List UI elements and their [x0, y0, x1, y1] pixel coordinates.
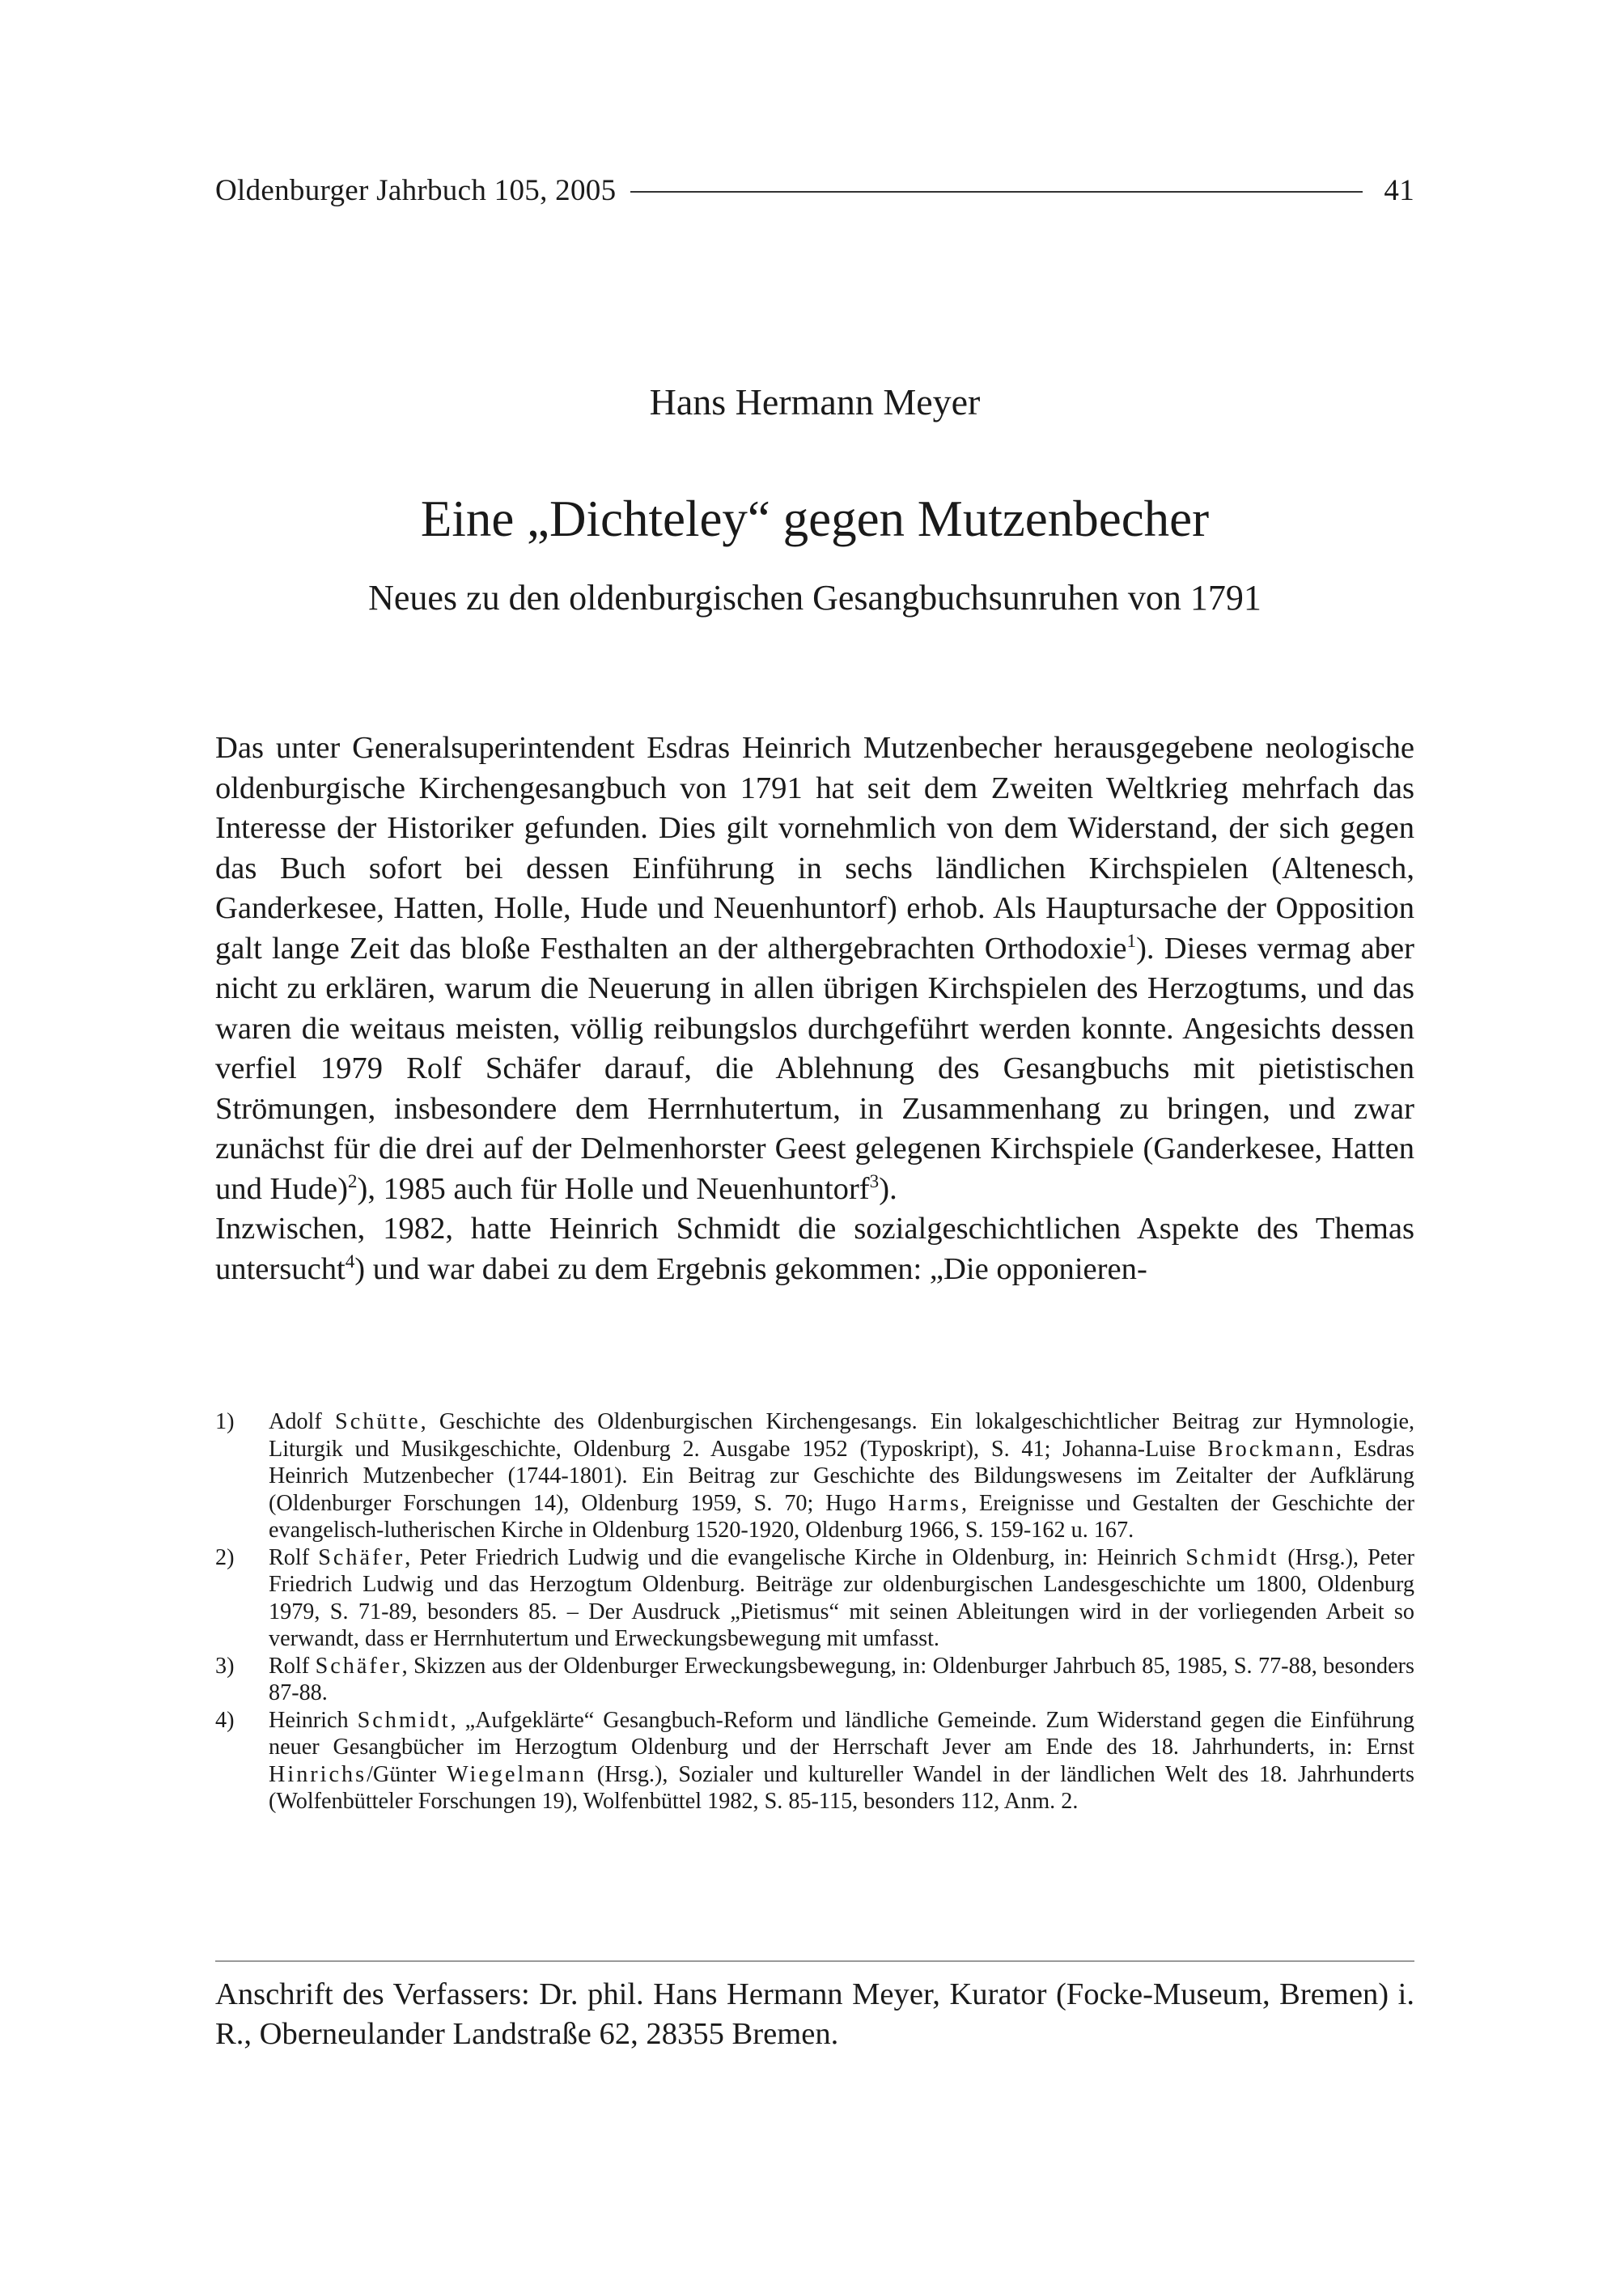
text-run: Heinrich — [269, 1707, 358, 1733]
text-run: Rolf — [269, 1653, 316, 1679]
cited-name: Brockmann — [1207, 1436, 1336, 1462]
text-run: ). Dieses vermag aber nicht zu erklären, warum die Neuerung in allen übrigen Kirchspielen des Herzogtums, und das waren die weitaus meisten, völlig reibungslos durchgeführt werden konnte. Angesichts dessen verfiel 1979 Rolf Schäfer darauf, die Ablehnung des Gesangbuchs mit pietistischen Strömungen, insbesondere dem Herrnhutertum, in Zusammenhang zu bringen, und zwar zunächst für die drei auf der Delmenhorster Geest gelegenen Kirchspiele (Ganderkesee, Hatten und Hude) — [215, 931, 1414, 1206]
body-paragraph — [215, 728, 1414, 1209]
footnote-text — [269, 1544, 1414, 1653]
text-run: , Esdras Heinrich Mutzenbecher (1744-1801). Ein Beitrag zur Geschichte des Bildungswesens im Zeitalter der Aufklärung (Oldenburger Forschungen 14), Oldenburg 1959, S. 70; Hugo — [269, 1436, 1414, 1516]
cited-name: Schäfer — [318, 1544, 405, 1570]
footnote-ref: 1 — [1126, 930, 1137, 952]
cited-name: Schmidt — [1185, 1544, 1279, 1570]
cited-name: Schäfer — [315, 1653, 402, 1679]
article-subtitle: Neues zu den oldenburgischen Gesangbuchsunruhen von 1791 — [368, 578, 1261, 618]
text-run: , Ereignisse und Gestalten der Geschichte der evangelisch-lutherischen Kirche in Oldenburg 1520-1920, Oldenburg 1966, S. 159-162 u. 167. — [269, 1490, 1414, 1543]
footnote — [215, 1707, 1414, 1815]
footnote-ref: 2 — [347, 1170, 358, 1192]
text-run: , Skizzen aus der Oldenburger Erweckungsbewegung, in: Oldenburger Jahrbuch 85, 1985, S. 77-88, besonders 87-88. — [269, 1653, 1414, 1705]
address-divider — [215, 1960, 1414, 1962]
article-title: Eine „Dichteley“ gegen Mutzenbecher — [420, 490, 1210, 547]
journal-name: Oldenburger Jahrbuch 105, 2005 — [215, 173, 617, 207]
footnote-number: 3) — [215, 1653, 235, 1679]
text-run: ), 1985 auch für Holle und Neuenhuntorf — [357, 1171, 870, 1206]
article-body — [215, 728, 1414, 1289]
text-run: Inzwischen, 1982, hatte Heinrich Schmidt die sozialgeschichtlichen Aspekte des Themas untersucht — [215, 1212, 1414, 1286]
footnote-number: 1) — [215, 1409, 235, 1434]
footnote — [215, 1544, 1414, 1653]
text-run: (Hrsg.), Sozialer und kultureller Wandel in der ländlichen Welt des 18. Jahrhunderts (Wolfenbütteler Forschungen 19), Wolfenbüttel 1982, S. 85-115, besonders 112, Anm. 2. — [269, 1761, 1414, 1814]
footnotes — [215, 1408, 1414, 1815]
text-run: /Günter — [367, 1761, 447, 1787]
footnote-text — [269, 1707, 1414, 1815]
text-run: ) und war dabei zu dem Ergebnis gekommen: „Die opponieren- — [354, 1251, 1147, 1286]
header-rule — [630, 191, 1363, 193]
cited-name: Hinrichs — [269, 1761, 367, 1787]
cited-name: Schmidt — [357, 1707, 451, 1733]
footnote-number: 4) — [215, 1707, 235, 1733]
page-number: 41 — [1384, 173, 1414, 207]
footnote-text — [269, 1653, 1414, 1707]
cited-name: Harms — [888, 1490, 962, 1516]
running-header — [215, 170, 1414, 210]
author-address: Anschrift des Verfassers: Dr. phil. Hans Hermann Meyer, Kurator (Focke-Museum, Bremen) i. R., Oberneulander Landstraße 62, 28355 Bremen. — [215, 1977, 1414, 2051]
footnote — [215, 1408, 1414, 1544]
text-run: , Geschichte des Oldenburgischen Kirchengesangs. Ein lokalgeschichtlicher Beitrag zur Hymnologie, Liturgik und Musikgeschichte, Oldenburg 2. Ausgabe 1952 (Typoskript), S. 41; Johanna-Luise — [269, 1409, 1414, 1462]
article-author: Hans Hermann Meyer — [649, 381, 981, 423]
text-run: ). — [879, 1171, 897, 1206]
footnote-ref: 3 — [869, 1170, 880, 1192]
text-run: Rolf — [269, 1544, 319, 1570]
text-run: Adolf — [269, 1409, 336, 1434]
text-run: , Peter Friedrich Ludwig und die evangelische Kirche in Oldenburg, in: Heinrich — [405, 1544, 1186, 1570]
text-run: , „Aufgeklärte“ Gesangbuch-Reform und ländliche Gemeinde. Zum Widerstand gegen die Einführung neuer Gesangbücher im Herzogtum Oldenburg und der Herrschaft Jever am Ende des 18. Jahrhunderts, in: Ernst — [269, 1707, 1414, 1760]
footnote-number: 2) — [215, 1544, 235, 1570]
cited-name: Schütte — [335, 1409, 421, 1434]
body-paragraph — [215, 1209, 1414, 1289]
text-run: Das unter Generalsuperintendent Esdras Heinrich Mutzenbecher herausgegebene neologische oldenburgische Kirchengesangbuch von 1791 hat seit dem Zweiten Weltkrieg mehrfach das Interesse der Historiker gefunden. Dies gilt vornehmlich von dem Widerstand, der sich gegen das Buch sofort bei dessen Einführung in sechs ländlichen Kirchspielen (Altenesch, Ganderkesee, Hatten, Holle, Hude und Neuenhuntorf) erhob. Als Hauptursache der Opposition galt lange Zeit das bloße Festhalten an der althergebrachten Orthodoxie — [215, 731, 1414, 966]
footnote-ref: 4 — [345, 1251, 355, 1272]
footnote-text — [269, 1408, 1414, 1544]
cited-name: Wiegelmann — [447, 1761, 587, 1787]
footnote — [215, 1653, 1414, 1707]
text-run: (Hrsg.), Peter Friedrich Ludwig und das Herzogtum Oldenburg. Beiträge zur oldenburgischen Landesgeschichte um 1800, Oldenburg 1979, S. 71-89, besonders 85. – Der Ausdruck „Pietismus“ mit seinen Ableitungen wird in der vorliegenden Arbeit so verwandt, dass er Herrnhutertum und Erweckungsbewegung mit umfasst. — [269, 1544, 1414, 1651]
